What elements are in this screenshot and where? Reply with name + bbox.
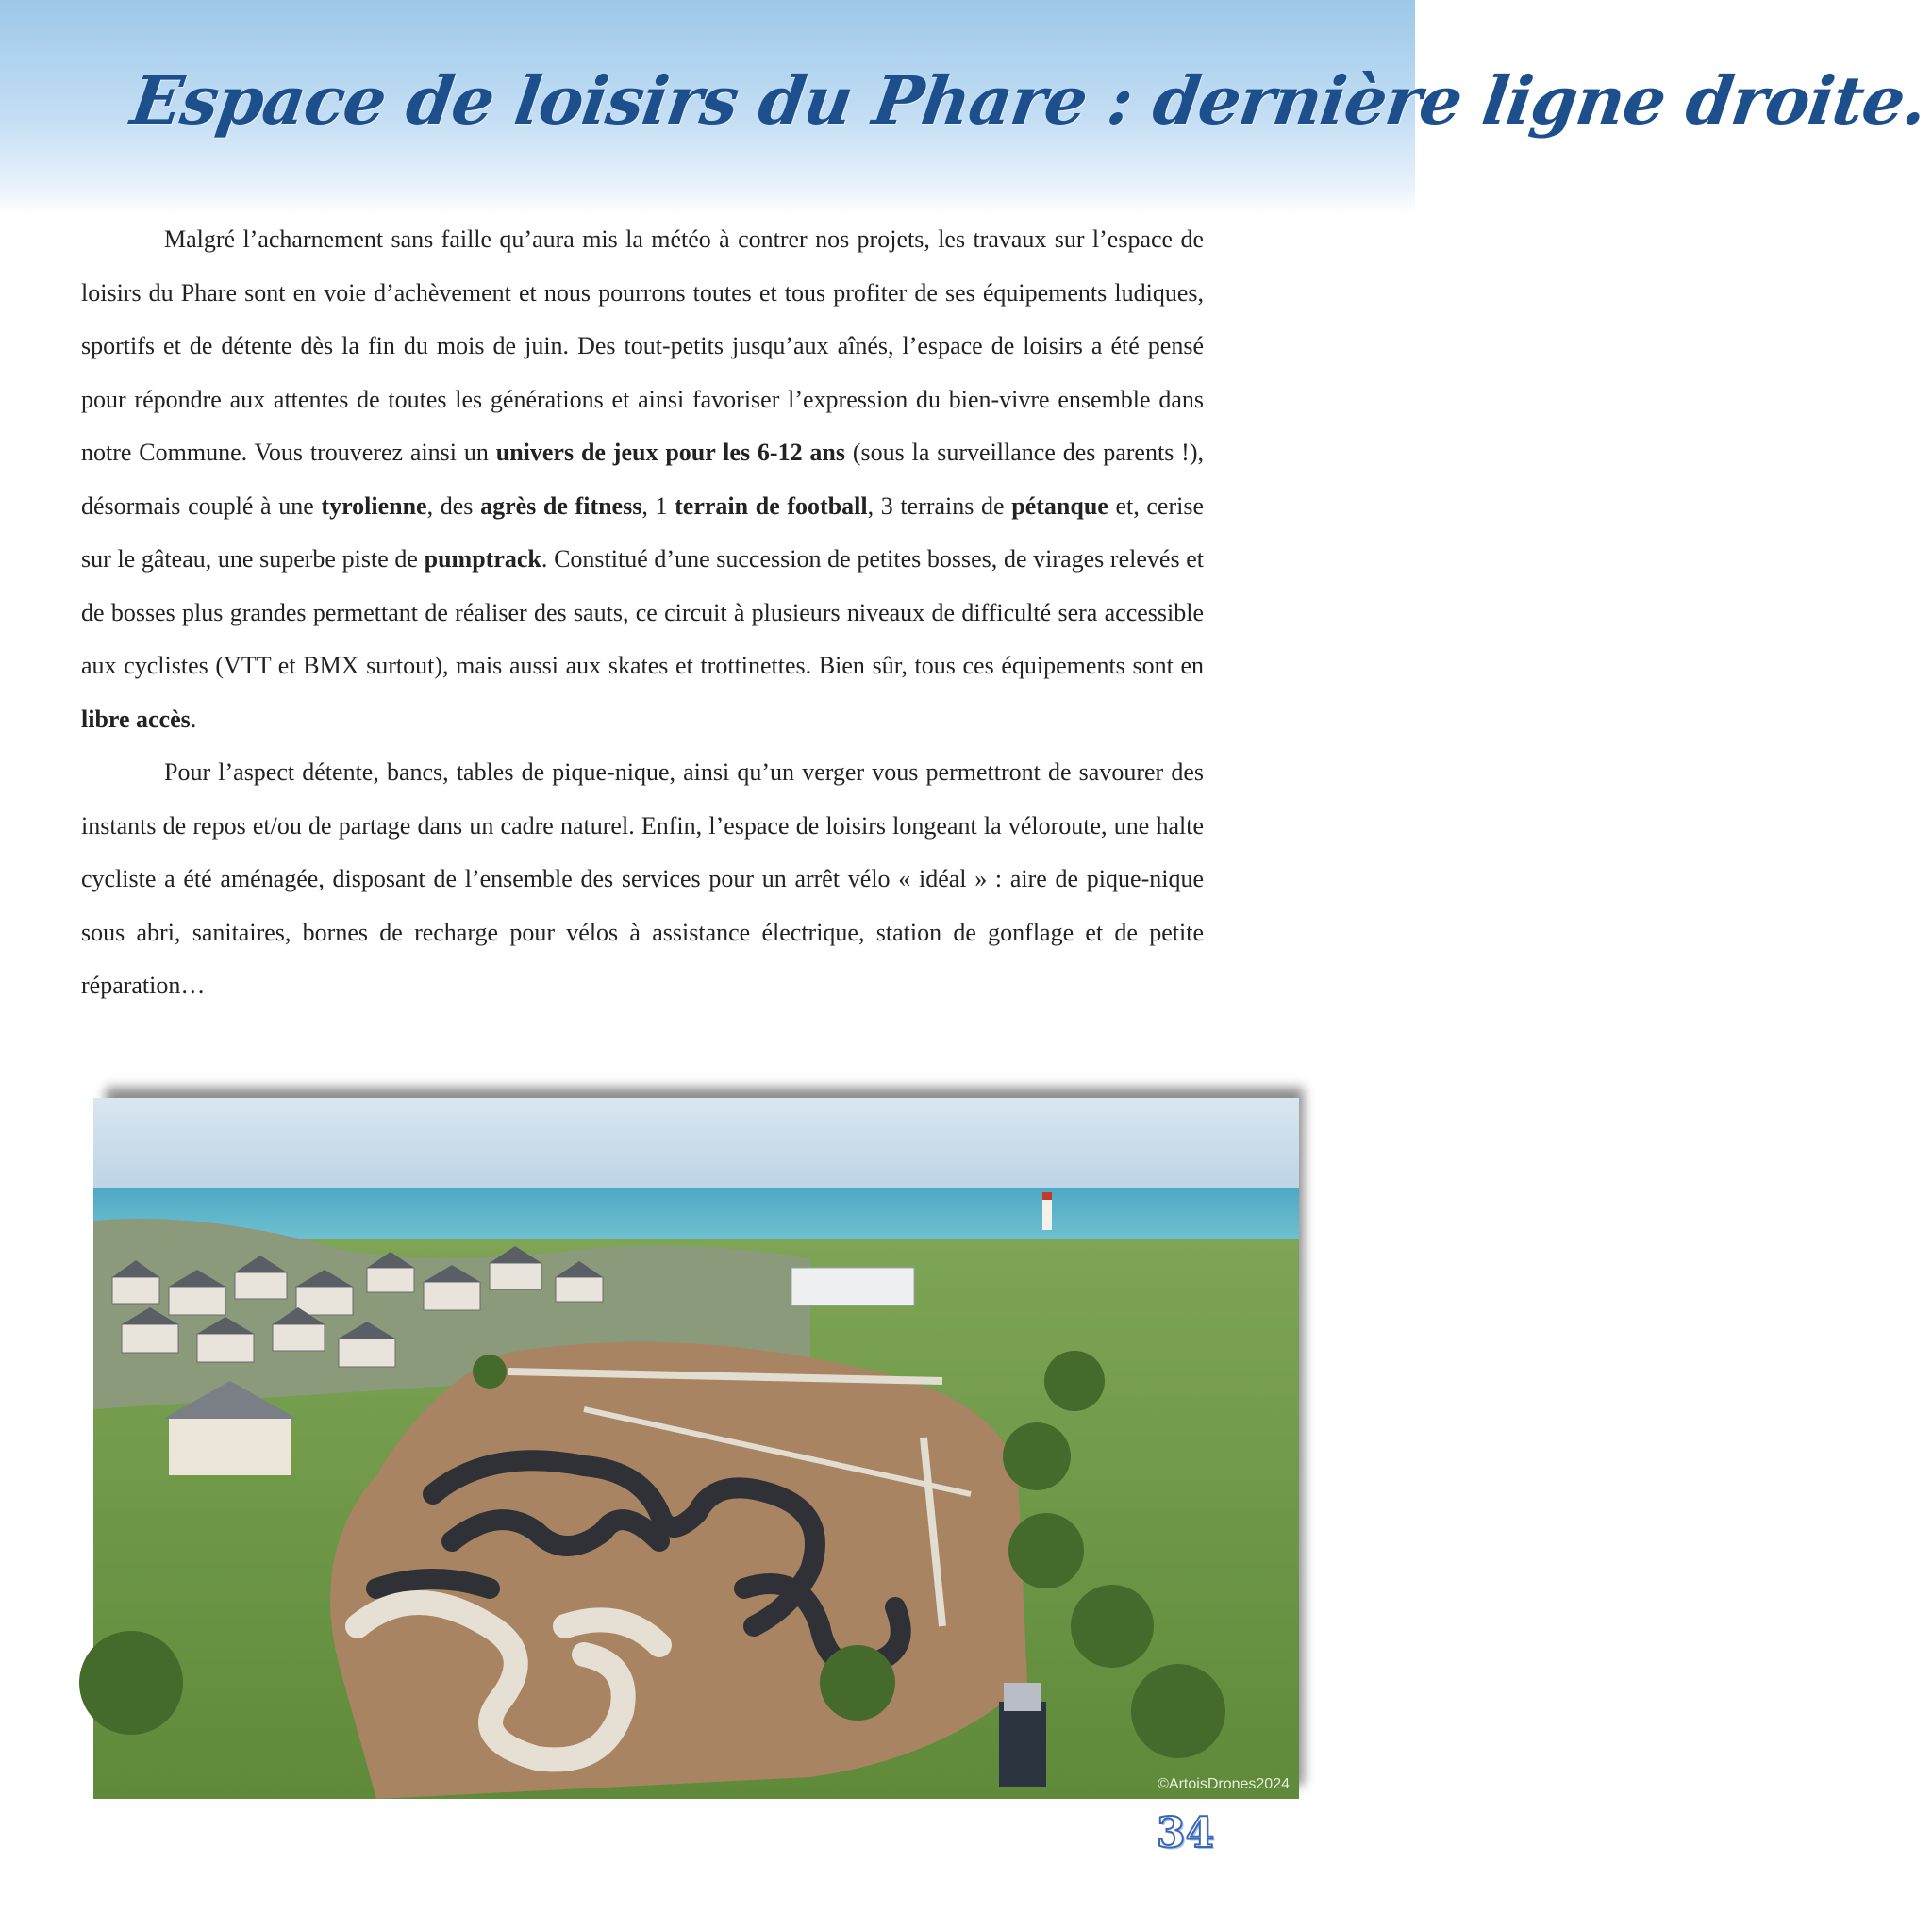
page-number: 34 [1157, 1809, 1215, 1857]
body-text-run: , 3 terrains de [867, 491, 1012, 520]
article-paragraph-1 [81, 213, 1204, 746]
highlight-text: pétanque [1011, 491, 1108, 520]
aerial-photo [93, 1098, 1299, 1799]
article-body [81, 213, 1204, 1013]
highlight-text: pumptrack [424, 545, 541, 573]
highlight-text: agrès de fitness [480, 491, 642, 520]
body-text-run: Malgré l’acharnement sans faille qu’aura mis la météo à contrer nos projets, les travaux sur l’espace de loisirs du Phare sont en voie d’achèvement et nous pourrons toutes et tous profiter de ses équipements ludiques, sportifs et de détente dès la fin du mois de juin. Des tout-petits jusqu’aux aînés, l’espace de loisirs a été pensé pour répondre aux attentes de toutes les générations et ainsi favoriser l’expression du bien-vivre ensemble dans notre Commune. Vous trouverez ainsi un [81, 225, 1204, 466]
photo-credit: ©ArtoisDrones2024 [1158, 1776, 1290, 1792]
body-text-run: , 1 [641, 491, 675, 520]
highlight-text: tyrolienne [321, 491, 427, 520]
body-text-run: , des [426, 491, 481, 520]
body-text-run: . Constitué d’une succession de petites bosses, de virages relevés et de bosses plus grandes permettant de réaliser des sauts, ce circuit à plusieurs niveaux de difficulté sera accessible aux cyclistes (VTT et BMX surtout), mais aussi aux skates et trottinettes. Bien sûr, tous ces équipements sont en [81, 545, 1204, 679]
body-text-run: . [190, 705, 197, 733]
article-paragraph-2: Pour l’aspect détente, bancs, tables de pique-nique, ainsi qu’un verger vous permettront de savourer des instants de repos et/ou de partage dans un cadre naturel. Enfin, l’espace de loisirs longeant la véloroute, une halte cycliste a été aménagée, disposant de l’ensemble des services pour un arrêt vélo « idéal » : aire de pique-nique sous abri, sanitaires, bornes de recharge pour vélos à assistance électrique, station de gonflage et de petite réparation… [81, 758, 1204, 999]
body-text-run: (sous la surveillance des parents !), désormais couplé à une [81, 439, 1204, 520]
page-title: Espace de loisirs du Phare : dernière ligne droite. [126, 61, 1932, 140]
highlight-text: univers de jeux pour les 6-12 ans [495, 439, 846, 466]
aerial-photo-illustration [93, 1098, 1299, 1799]
highlight-text: terrain de football [675, 491, 868, 520]
highlight-text: libre accès [81, 705, 191, 733]
body-text-run: et, cerise sur le gâteau, une superbe piste de [81, 491, 1204, 573]
